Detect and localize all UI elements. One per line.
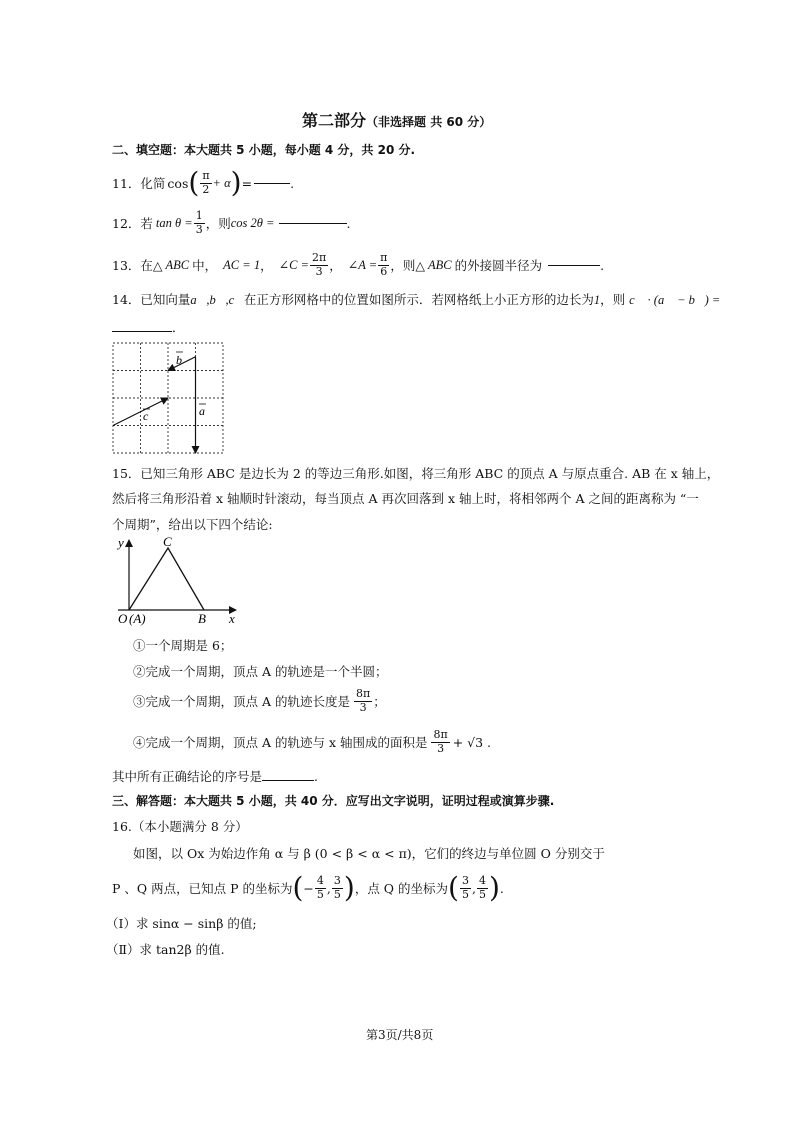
- title-sub: （非选择题 共 60 分）: [366, 115, 492, 129]
- question-12: 12． 若 tan θ = $\frac{1}{3}$ ，则 cos 2θ = .: [112, 209, 351, 236]
- q11-eq: =: [241, 175, 253, 191]
- q-x-fraction: $\frac{3}{5}$: [461, 874, 469, 901]
- q15-text-1: 已知三角形 ABC 是边长为 2 的等边三角形.如图，将三角形 ABC 的顶点 A 与原点重合. AB 在 x 轴上，: [140, 466, 720, 481]
- left-paren: (: [188, 166, 200, 199]
- p-comma: ,: [326, 880, 331, 896]
- q16-header: 16.（本小题满分 8 分）: [112, 819, 248, 834]
- q13-text-c: ，则△: [390, 258, 426, 273]
- q15-conclusion-2: ②完成一个周期，顶点 A 的轨迹是一个半圆；: [133, 664, 388, 679]
- q14-text-a: 已知向量: [140, 292, 191, 307]
- q13-number: 13．: [112, 258, 141, 273]
- q13-abc: ABC: [165, 257, 190, 272]
- q11-number: 11．: [112, 176, 141, 191]
- q12-text-b: ，则: [205, 216, 231, 231]
- q15-c3-end: ；: [373, 694, 386, 709]
- q14-number: 14．: [112, 292, 141, 307]
- q13-angle-c: ∠C =: [278, 258, 309, 272]
- q15-c4-end: + √3 .: [452, 734, 492, 750]
- q11-tail: + α: [212, 175, 231, 190]
- q15-ask-text: 其中所有正确结论的序号是: [112, 769, 263, 784]
- q15-number: 15．: [112, 466, 141, 481]
- q14-text-c: ，则: [600, 292, 626, 307]
- q11-answer-blank[interactable]: [254, 182, 290, 184]
- q13-answer-blank[interactable]: [548, 264, 600, 266]
- question-11: 11． 化简 cos ( $\frac{\pi}{2}$ + α ) = .: [112, 166, 295, 199]
- q15-c4-fraction: $\frac{8\pi}{3}$: [433, 728, 448, 755]
- q13-fraction-a: $\frac{\pi}{6}$: [380, 251, 388, 278]
- q12-expr-b: cos 2θ =: [230, 215, 275, 230]
- q14-expr: c⃗ · (a⃗ − b⃗) =: [629, 293, 721, 307]
- label-o: O: [118, 611, 128, 626]
- q13-text-d: 的外接圆半径为: [454, 258, 543, 273]
- label-x: x: [229, 611, 235, 626]
- q13-ac: AC = 1: [223, 257, 261, 272]
- title-main: 第二部分: [302, 111, 367, 130]
- q16-p-text: P 、Q 两点，已知点 P 的坐标为: [112, 881, 293, 896]
- q13-text-a: 在△: [140, 258, 163, 273]
- p-x-sign: −: [303, 880, 314, 896]
- q13-sep: ，: [260, 258, 273, 273]
- label-c: c: [143, 409, 149, 423]
- q11-func: cos: [167, 175, 189, 191]
- q14-answer-line: [112, 318, 185, 336]
- vector-grid-figure: [110, 340, 226, 454]
- q15-conclusion-3: [133, 684, 386, 718]
- q15-c3-text: ③完成一个周期，顶点 A 的轨迹长度是: [133, 694, 350, 709]
- q15-line-1: [112, 464, 719, 482]
- q12-expr-a: tan θ =: [155, 215, 193, 230]
- q16-part-2: （Ⅱ）求 tan2β 的值.: [106, 942, 225, 957]
- label-a-vertex: (A): [129, 611, 146, 626]
- right-paren: ): [230, 166, 242, 199]
- question-13: 13． 在△ ABC 中， AC = 1 ， ∠C = $\frac{2\pi}{3}$ ， ∠A = $\frac{\pi}{6}$ ，则△ ABC 的外接圆半径为 .: [112, 251, 605, 278]
- q15-ask: 其中所有正确结论的序号是 .: [112, 769, 318, 784]
- q15-line-3: 个周期”，给出以下四个结论:: [112, 517, 273, 532]
- q11-fraction: $\frac{\pi}{2}$: [202, 169, 210, 196]
- q14-answer-blank[interactable]: [112, 330, 172, 332]
- page-title: [302, 108, 491, 131]
- q14-vecs: a⃗,b⃗,c⃗: [190, 293, 244, 307]
- q13-abc-2: ABC: [428, 257, 452, 272]
- q14-period: ．: [172, 320, 185, 335]
- label-c-vertex: C: [163, 534, 172, 549]
- triangle-abc: [129, 548, 204, 610]
- q14-text-b: 在正方形网格中的位置如图所示．若网格纸上小正方形的边长为: [243, 292, 594, 307]
- vector-c: [113, 398, 168, 426]
- q-right-paren: ): [488, 871, 500, 904]
- q16-part-1: （Ⅰ）求 sinα − sinβ 的值;: [106, 916, 257, 931]
- q15-conclusion-1: ①一个周期是 6；: [133, 638, 233, 653]
- q15-c3-fraction: $\frac{8\pi}{3}$: [355, 687, 371, 714]
- label-b-vertex: B: [198, 611, 206, 626]
- q13-text-b: 中，: [192, 258, 218, 273]
- q13-sep-2: ，: [329, 258, 342, 273]
- q16-line-2: [112, 870, 504, 906]
- q16-line-1: 如图，以 Ox 为始边作角 α 与 β (0 < β < α < π)，它们的终边与单位圆 O 分别交于: [133, 846, 605, 861]
- q-left-paren: (: [448, 871, 459, 904]
- q12-number: 12．: [112, 216, 141, 231]
- q13-angle-a: ∠A =: [347, 258, 378, 272]
- q12-fraction: $\frac{1}{3}$: [195, 209, 203, 236]
- label-y: y: [118, 535, 124, 550]
- q16-q-end: .: [499, 880, 504, 896]
- q11-text: 化简: [140, 176, 166, 191]
- page-footer: 第3页/共8页: [366, 1028, 434, 1042]
- label-a: a: [199, 404, 205, 418]
- p-y-fraction: $\frac{3}{5}$: [333, 874, 341, 901]
- p-x-fraction: $\frac{4}{5}$: [316, 874, 324, 901]
- q-y-fraction: $\frac{4}{5}$: [478, 874, 486, 901]
- label-b: b: [176, 353, 182, 367]
- q15-conclusion-4: [133, 725, 491, 759]
- triangle-figure: [112, 534, 242, 628]
- q16-q-text: ，点 Q 的坐标为: [354, 881, 449, 896]
- q14-one: 1: [593, 293, 601, 307]
- q15-answer-blank[interactable]: [262, 779, 314, 781]
- q13-fraction-c: $\frac{2\pi}{3}$: [311, 251, 327, 278]
- section-3-heading: 三、解答题：本大题共 5 小题，共 40 分．应写出文字说明，证明过程或演算步骤.: [112, 794, 555, 808]
- q12-text-a: 若: [140, 216, 153, 231]
- q-comma: ,: [471, 880, 476, 896]
- p-right-paren: ): [343, 871, 355, 904]
- p-left-paren: (: [292, 871, 304, 904]
- section-2-heading: 二、填空题：本大题共 5 小题，每小题 4 分，共 20 分.: [112, 143, 416, 157]
- q12-answer-blank[interactable]: [279, 222, 347, 224]
- question-14: [112, 290, 720, 308]
- q15-line-2: 然后将三角形沿着 x 轴顺时针滚动，每当顶点 A 再次回落到 x 轴上时，将相邻两个 A 之间的距离称为 “一: [112, 491, 699, 506]
- q15-c4-text: ④完成一个周期，顶点 A 的轨迹与 x 轴围成的面积是: [133, 735, 428, 750]
